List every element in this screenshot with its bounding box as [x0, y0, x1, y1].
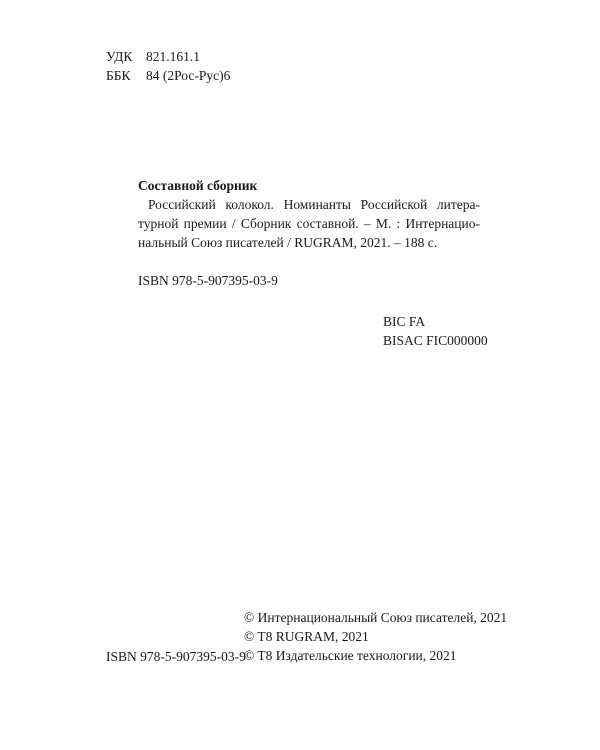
subject-codes: [383, 312, 488, 350]
udk-label: УДК: [106, 49, 133, 64]
udk-row: [106, 47, 230, 66]
copyright-line: © T8 Издательские технологии, 2021: [244, 648, 457, 663]
classification-block: [106, 47, 230, 85]
book-title: Составной сборник: [138, 178, 258, 193]
book-description: Российский колокол. Номинанты Российской литературной премии / Сборник составной. – М. : Интернациональный Союз писателей / RUGRAM, 2021. – 188 с.: [138, 197, 480, 250]
bic-code: BIC FA: [383, 314, 426, 329]
bbk-label: ББК: [106, 68, 131, 83]
bbk-value: 84 (2Рос-Рус)6: [146, 68, 231, 83]
bbk-row: [106, 66, 230, 85]
bibliographic-record: [138, 176, 480, 252]
copyright-block: [244, 608, 507, 665]
isbn-main: ISBN 978-5-907395-03-9: [138, 273, 278, 288]
footer-isbn: ISBN 978-5-907395-03-9: [106, 649, 246, 664]
copyright-line: © Интернациональный Союз писателей, 2021: [244, 610, 508, 625]
bisac-code: BISAC FIC000000: [383, 333, 488, 348]
copyright-line: © T8 RUGRAM, 2021: [244, 629, 369, 644]
udk-value: 821.161.1: [146, 49, 200, 64]
